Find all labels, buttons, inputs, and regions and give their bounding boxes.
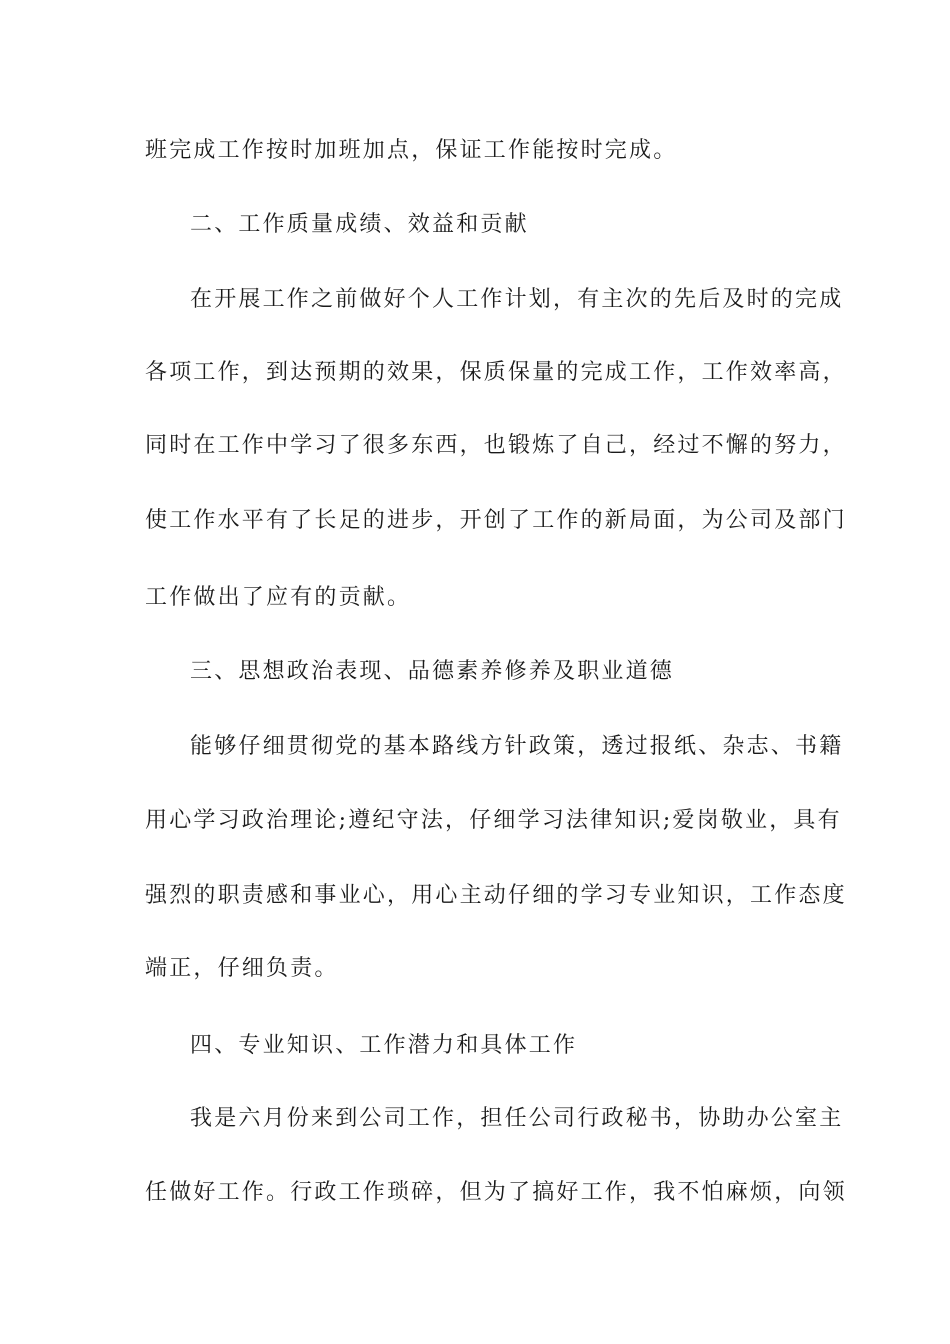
paragraph-line: 各项工作，到达预期的效果，保质保量的完成工作，工作效率高， <box>145 360 847 385</box>
paragraph-line: 班完成工作按时加班加点，保证工作能按时完成。 <box>145 138 678 163</box>
paragraph-line: 任做好工作。行政工作琐碎，但为了搞好工作，我不怕麻烦，向领 <box>145 1180 847 1205</box>
paragraph-line: 用心学习政治理论;遵纪守法，仔细学习法律知识;爱岗敬业，具有 <box>145 808 842 833</box>
paragraph-line: 强烈的职责感和事业心，用心主动仔细的学习专业知识，工作态度 <box>145 883 847 908</box>
section-heading-3: 三、思想政治表现、品德素养修养及职业道德 <box>190 659 675 684</box>
paragraph-line: 工作做出了应有的贡献。 <box>145 585 412 610</box>
paragraph-line: 能够仔细贯彻党的基本路线方针政策，透过报纸、杂志、书籍 <box>190 734 844 759</box>
section-heading-2: 二、工作质量成绩、效益和贡献 <box>190 212 529 237</box>
paragraph-line: 使工作水平有了长足的进步，开创了工作的新局面，为公司及部门 <box>145 508 847 533</box>
section-heading-4: 四、专业知识、工作潜力和具体工作 <box>190 1033 578 1058</box>
paragraph-line: 端正，仔细负责。 <box>145 956 339 981</box>
paragraph-line: 我是六月份来到公司工作，担任公司行政秘书，协助办公室主 <box>190 1106 844 1131</box>
paragraph-line: 在开展工作之前做好个人工作计划，有主次的先后及时的完成 <box>190 287 844 312</box>
paragraph-line: 同时在工作中学习了很多东西，也锻炼了自己，经过不懈的努力， <box>145 433 847 458</box>
